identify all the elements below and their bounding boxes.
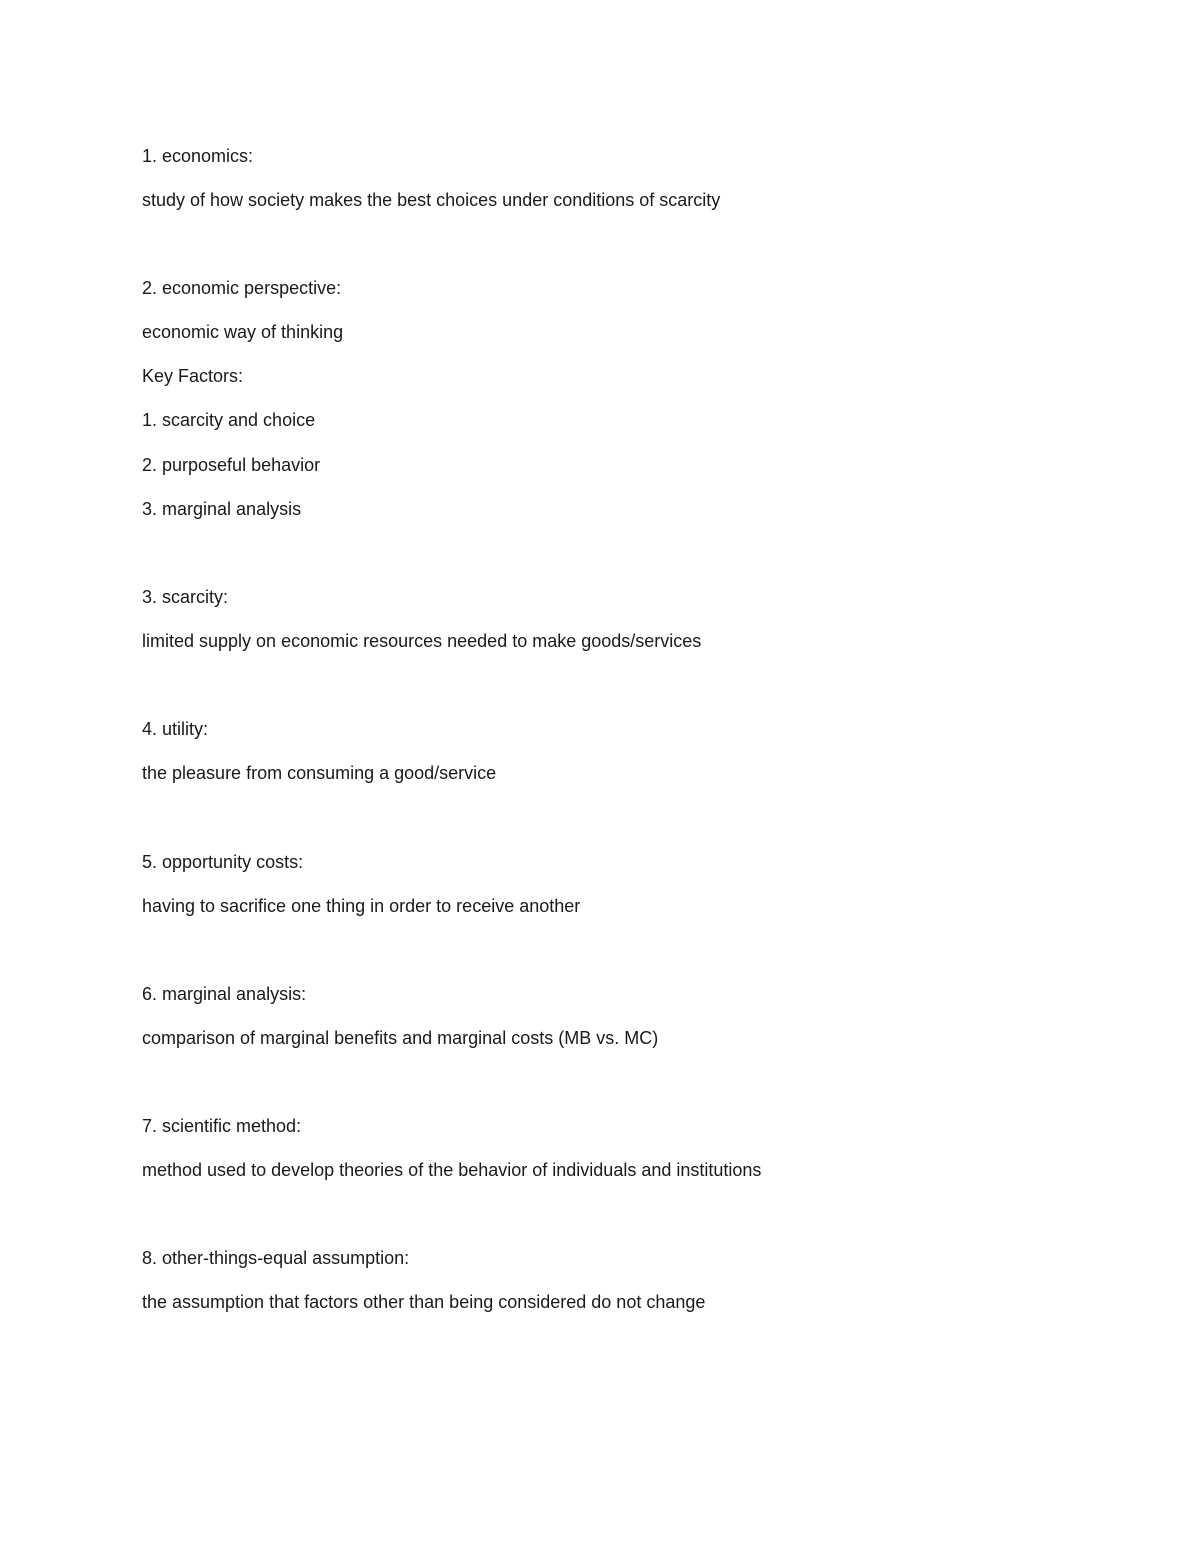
term-economic-perspective: 2. economic perspective:	[142, 278, 342, 298]
definition-marginal-analysis: comparison of marginal benefits and marginal costs (MB vs. MC)	[142, 1028, 659, 1048]
definition-other-things-equal: the assumption that factors other than being considered do not change	[142, 1292, 706, 1312]
term-economics: 1. economics:	[142, 146, 254, 166]
term-other-things-equal: 8. other-things-equal assumption:	[142, 1248, 410, 1268]
definition-scientific-method: method used to develop theories of the behavior of individuals and institutions	[142, 1160, 762, 1180]
definition-utility: the pleasure from consuming a good/service	[142, 763, 497, 783]
term-opportunity-costs: 5. opportunity costs:	[142, 852, 304, 872]
term-scarcity: 3. scarcity:	[142, 587, 229, 607]
term-marginal-analysis: 6. marginal analysis:	[142, 984, 307, 1004]
term-utility: 4. utility:	[142, 719, 209, 739]
key-factor-item: 1. scarcity and choice	[142, 410, 316, 430]
key-factor-item: 3. marginal analysis	[142, 499, 302, 519]
definition-economics: study of how society makes the best choices under conditions of scarcity	[142, 190, 721, 210]
term-scientific-method: 7. scientific method:	[142, 1116, 302, 1136]
definition-opportunity-costs: having to sacrifice one thing in order to receive another	[142, 896, 581, 916]
definition-economic-perspective: economic way of thinking	[142, 322, 344, 342]
definition-scarcity: limited supply on economic resources needed to make goods/services	[142, 631, 702, 651]
key-factors-heading: Key Factors:	[142, 366, 244, 386]
key-factor-item: 2. purposeful behavior	[142, 455, 321, 475]
